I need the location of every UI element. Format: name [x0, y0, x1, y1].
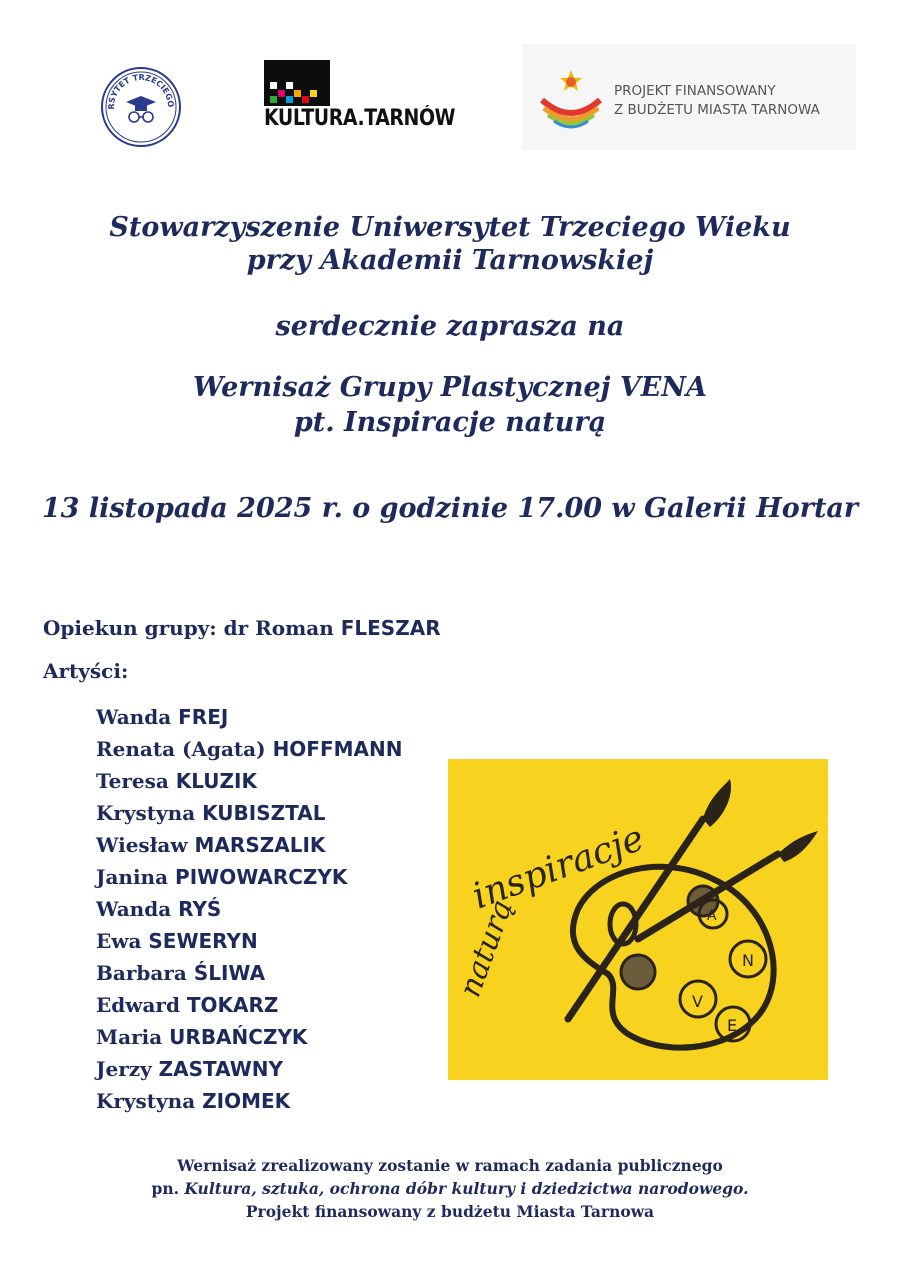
- artist-first-name: Edward: [96, 993, 180, 1017]
- footer-line-2: [0, 1177, 900, 1200]
- artist-surname: HOFFMANN: [272, 737, 403, 761]
- artist-item: [96, 705, 402, 737]
- artist-first-name: Janina: [96, 865, 169, 889]
- artist-first-name: Krystyna: [96, 801, 196, 825]
- footer-task-name: Kultura, sztuka, ochrona dóbr kultury i dziedzictwa narodowego.: [184, 1179, 749, 1198]
- brush-tip-icon: [778, 831, 818, 862]
- artist-first-name: Wanda: [96, 705, 172, 729]
- kultura-tarnow-logo: [264, 60, 460, 132]
- artist-surname: FREJ: [178, 705, 229, 729]
- kultura-tarnow-wordmark: KULTURA.TARNÓW: [264, 106, 456, 131]
- project-financed-logo: [522, 44, 856, 150]
- artist-item: [96, 993, 402, 1025]
- artist-item: [96, 961, 402, 993]
- organization-name: Stowarzyszenie Uniwersytet Trzeciego Wieku: [109, 212, 791, 243]
- artist-item: [96, 769, 402, 801]
- artist-item: [96, 1025, 402, 1057]
- artist-item: [96, 1089, 402, 1121]
- artist-first-name: Wiesław: [96, 833, 188, 857]
- artists-heading: Artyści:: [43, 659, 129, 683]
- artwork-word-inspiracje: inspiracje: [467, 817, 650, 918]
- event-date-location: 13 listopada 2025 r. o godzinie 17.00 w Galerii Hortar: [41, 493, 859, 524]
- artist-surname: ZIOMEK: [202, 1089, 291, 1113]
- brush-tip-icon: [703, 779, 731, 827]
- artist-first-name: Renata (Agata): [96, 737, 266, 761]
- artist-item: [96, 929, 402, 961]
- utw-arc-top: RSYTET TRZECIEGO: [106, 72, 176, 110]
- sun-rainbow-icon: [538, 64, 608, 134]
- kultura-squares-icon: [264, 60, 330, 106]
- artist-item: [96, 865, 402, 897]
- supervisor-surname: FLESZAR: [340, 616, 441, 640]
- artwork-image: [448, 759, 828, 1080]
- artist-list: [96, 705, 402, 1121]
- artist-surname: TOKARZ: [186, 993, 279, 1017]
- organization-affiliation: przy Akademii Tarnowskiej: [246, 245, 654, 276]
- artist-first-name: Krystyna: [96, 1089, 196, 1113]
- project-line-2: Z BUDŻETU MIASTA TARNOWA: [614, 102, 820, 118]
- artist-first-name: Maria: [96, 1025, 163, 1049]
- artist-item: [96, 801, 402, 833]
- invitation-line: serdecznie zaprasza na: [275, 311, 625, 342]
- artwork-word-natura: naturą: [452, 895, 520, 1002]
- artist-item: [96, 833, 402, 865]
- supervisor-label: Opiekun grupy: dr Roman: [43, 616, 334, 640]
- artist-first-name: Ewa: [96, 929, 142, 953]
- artist-item: [96, 737, 402, 769]
- palette-letter-e: E: [727, 1016, 738, 1035]
- project-line-1: PROJEKT FINANSOWANY: [614, 83, 776, 99]
- artist-surname: ŚLIWA: [193, 961, 266, 985]
- artist-surname: URBAŃCZYK: [169, 1025, 308, 1049]
- palette-letter-n: N: [742, 951, 754, 970]
- utw-logo: [100, 66, 182, 148]
- group-supervisor: [43, 616, 441, 640]
- artist-surname: ZASTAWNY: [158, 1057, 284, 1081]
- footer-line-2-prefix: pn.: [151, 1179, 180, 1198]
- project-financed-text: [614, 82, 820, 120]
- artist-surname: SEWERYN: [148, 929, 258, 953]
- artist-first-name: Teresa: [96, 769, 169, 793]
- artist-surname: MARSZALIK: [194, 833, 326, 857]
- artist-surname: RYŚ: [178, 897, 222, 921]
- event-subtitle: pt. Inspiracje naturą: [293, 407, 607, 438]
- palette-letter-a: A: [707, 908, 717, 924]
- artist-item: [96, 897, 402, 929]
- event-title: Wernisaż Grupy Plastycznej VENA: [192, 372, 708, 403]
- artist-item: [96, 1057, 402, 1089]
- artist-first-name: Wanda: [96, 897, 172, 921]
- artist-first-name: Jerzy: [96, 1057, 152, 1081]
- palette-letter-v: V: [692, 992, 703, 1011]
- artist-surname: KLUZIK: [175, 769, 257, 793]
- footer-line-3: Projekt finansowany z budżetu Miasta Tarnowa: [245, 1202, 655, 1221]
- artist-surname: PIWOWARCZYK: [175, 865, 348, 889]
- artist-first-name: Barbara: [96, 961, 187, 985]
- artist-surname: KUBISZTAL: [202, 801, 326, 825]
- footer-line-1: Wernisaż zrealizowany zostanie w ramach zadania publicznego: [177, 1156, 723, 1175]
